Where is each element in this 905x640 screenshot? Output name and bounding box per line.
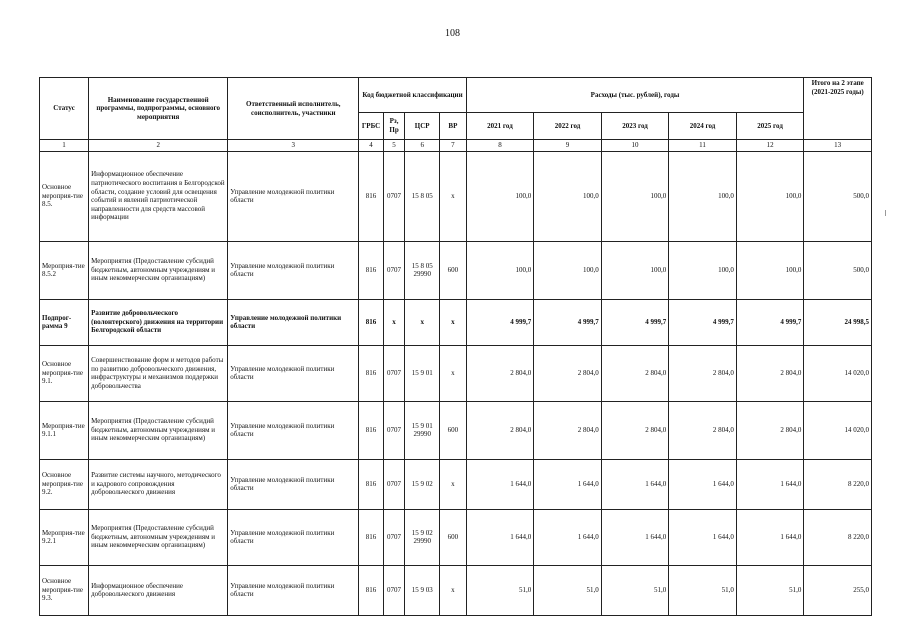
y2023-cell: 1 644,0 bbox=[601, 509, 669, 565]
header-total: Итого на 2 этапе (2021-2025 годы) bbox=[804, 78, 872, 140]
y2025-cell: 1 644,0 bbox=[736, 459, 804, 509]
header-year-2021: 2021 год bbox=[466, 113, 534, 140]
executor-cell: Управление молодежной политики области bbox=[228, 345, 359, 401]
column-number: 1 bbox=[40, 140, 89, 152]
y2025-cell: 2 804,0 bbox=[736, 401, 804, 459]
status-cell: Мероприя-тие 9.1.1 bbox=[40, 401, 89, 459]
column-number: 5 bbox=[383, 140, 404, 152]
rzpr-cell: 0707 bbox=[383, 151, 404, 241]
status-cell: Основное мероприя-тие 9.2. bbox=[40, 459, 89, 509]
y2022-cell: 4 999,7 bbox=[534, 299, 602, 345]
rzpr-cell: 0707 bbox=[383, 401, 404, 459]
name-cell: Совершенствование форм и методов работы по развитию добровольческого движения, инфраструктуры и механизмов поддержки добровольчества bbox=[89, 345, 228, 401]
column-number: 7 bbox=[440, 140, 467, 152]
scan-mark bbox=[885, 210, 886, 216]
header-expenses: Расходы (тыс. рублей), годы bbox=[466, 78, 804, 113]
status-cell: Основное мероприя-тие 8.5. bbox=[40, 151, 89, 241]
header-year-2022: 2022 год bbox=[534, 113, 602, 140]
y2021-cell: 1 644,0 bbox=[466, 459, 534, 509]
rzpr-cell: 0707 bbox=[383, 509, 404, 565]
total-cell: 500,0 bbox=[804, 151, 872, 241]
total-cell: 14 020,0 bbox=[804, 345, 872, 401]
header-row-main bbox=[40, 78, 872, 113]
grbs-cell: 816 bbox=[359, 459, 384, 509]
total-cell: 500,0 bbox=[804, 241, 872, 299]
y2021-cell: 100,0 bbox=[466, 151, 534, 241]
grbs-cell: 816 bbox=[359, 151, 384, 241]
column-number: 6 bbox=[405, 140, 440, 152]
column-number: 13 bbox=[804, 140, 872, 152]
y2022-cell: 1 644,0 bbox=[534, 459, 602, 509]
column-number: 9 bbox=[534, 140, 602, 152]
vr-cell: x bbox=[440, 299, 467, 345]
status-cell: Основное мероприя-тие 9.1. bbox=[40, 345, 89, 401]
y2023-cell: 2 804,0 bbox=[601, 345, 669, 401]
grbs-cell: 816 bbox=[359, 299, 384, 345]
rzpr-cell: x bbox=[383, 299, 404, 345]
table-row bbox=[40, 459, 872, 509]
executor-cell: Управление молодежной политики области bbox=[228, 151, 359, 241]
header-status: Статус bbox=[40, 78, 89, 140]
y2022-cell: 100,0 bbox=[534, 151, 602, 241]
vr-cell: x bbox=[440, 565, 467, 615]
rzpr-cell: 0707 bbox=[383, 241, 404, 299]
header-vr: ВР bbox=[440, 113, 467, 140]
executor-cell: Управление молодежной политики области bbox=[228, 241, 359, 299]
table-row bbox=[40, 565, 872, 615]
executor-cell: Управление молодежной политики области bbox=[228, 299, 359, 345]
grbs-cell: 816 bbox=[359, 241, 384, 299]
vr-cell: 600 bbox=[440, 509, 467, 565]
vr-cell: x bbox=[440, 459, 467, 509]
y2023-cell: 100,0 bbox=[601, 241, 669, 299]
budget-table bbox=[39, 77, 872, 616]
y2025-cell: 2 804,0 bbox=[736, 345, 804, 401]
column-number: 4 bbox=[359, 140, 384, 152]
status-cell: Мероприя-тие 9.2.1 bbox=[40, 509, 89, 565]
table-row bbox=[40, 509, 872, 565]
vr-cell: 600 bbox=[440, 401, 467, 459]
y2024-cell: 1 644,0 bbox=[669, 459, 737, 509]
y2023-cell: 2 804,0 bbox=[601, 401, 669, 459]
y2024-cell: 1 644,0 bbox=[669, 509, 737, 565]
total-cell: 255,0 bbox=[804, 565, 872, 615]
y2024-cell: 4 999,7 bbox=[669, 299, 737, 345]
executor-cell: Управление молодежной политики области bbox=[228, 401, 359, 459]
header-executor: Ответственный исполнитель, соисполнитель, участники bbox=[228, 78, 359, 140]
name-cell: Информационное обеспечение добровольческого движения bbox=[89, 565, 228, 615]
y2024-cell: 100,0 bbox=[669, 241, 737, 299]
y2021-cell: 51,0 bbox=[466, 565, 534, 615]
column-number: 11 bbox=[669, 140, 737, 152]
y2022-cell: 51,0 bbox=[534, 565, 602, 615]
rzpr-cell: 0707 bbox=[383, 345, 404, 401]
csr-cell: 15 9 01 29990 bbox=[405, 401, 440, 459]
csr-cell: 15 9 03 bbox=[405, 565, 440, 615]
y2022-cell: 2 804,0 bbox=[534, 345, 602, 401]
y2025-cell: 1 644,0 bbox=[736, 509, 804, 565]
column-number: 8 bbox=[466, 140, 534, 152]
rzpr-cell: 0707 bbox=[383, 459, 404, 509]
grbs-cell: 816 bbox=[359, 565, 384, 615]
executor-cell: Управление молодежной политики области bbox=[228, 459, 359, 509]
vr-cell: x bbox=[440, 151, 467, 241]
header-year-2023: 2023 год bbox=[601, 113, 669, 140]
y2024-cell: 100,0 bbox=[669, 151, 737, 241]
status-cell: Мероприя-тие 8.5.2 bbox=[40, 241, 89, 299]
header-year-2024: 2024 год bbox=[669, 113, 737, 140]
name-cell: Развитие добровольческого (волонтерского) движения на территории Белгородской области bbox=[89, 299, 228, 345]
name-cell: Мероприятия (Предоставление субсидий бюджетным, автономным учреждениям и иным некоммерческим организациям) bbox=[89, 241, 228, 299]
total-cell: 8 220,0 bbox=[804, 459, 872, 509]
csr-cell: 15 8 05 bbox=[405, 151, 440, 241]
y2024-cell: 51,0 bbox=[669, 565, 737, 615]
y2023-cell: 4 999,7 bbox=[601, 299, 669, 345]
grbs-cell: 816 bbox=[359, 345, 384, 401]
column-number: 10 bbox=[601, 140, 669, 152]
y2021-cell: 2 804,0 bbox=[466, 345, 534, 401]
y2022-cell: 1 644,0 bbox=[534, 509, 602, 565]
table-row bbox=[40, 345, 872, 401]
csr-cell: 15 8 05 29990 bbox=[405, 241, 440, 299]
column-number: 2 bbox=[89, 140, 228, 152]
header-name: Наименование государственной программы, подпрограммы, основного мероприятия bbox=[89, 78, 228, 140]
y2021-cell: 100,0 bbox=[466, 241, 534, 299]
y2024-cell: 2 804,0 bbox=[669, 401, 737, 459]
name-cell: Мероприятия (Предоставление субсидий бюджетным, автономным учреждениям и иным некоммерческим организациям) bbox=[89, 401, 228, 459]
vr-cell: x bbox=[440, 345, 467, 401]
y2025-cell: 51,0 bbox=[736, 565, 804, 615]
y2023-cell: 1 644,0 bbox=[601, 459, 669, 509]
name-cell: Развитие системы научного, методического и кадрового сопровождения добровольческого движения bbox=[89, 459, 228, 509]
y2025-cell: 100,0 bbox=[736, 151, 804, 241]
status-cell: Подпрог-рамма 9 bbox=[40, 299, 89, 345]
header-csr: ЦСР bbox=[405, 113, 440, 140]
csr-cell: 15 9 01 bbox=[405, 345, 440, 401]
csr-cell: 15 9 02 bbox=[405, 459, 440, 509]
total-cell: 14 020,0 bbox=[804, 401, 872, 459]
column-number-row bbox=[40, 140, 872, 152]
table-row bbox=[40, 151, 872, 241]
header-budget-code: Код бюджетной классификации bbox=[359, 78, 466, 113]
y2021-cell: 2 804,0 bbox=[466, 401, 534, 459]
y2023-cell: 51,0 bbox=[601, 565, 669, 615]
table-row bbox=[40, 401, 872, 459]
page-number: 108 bbox=[445, 28, 460, 39]
header-year-2025: 2025 год bbox=[736, 113, 804, 140]
grbs-cell: 816 bbox=[359, 509, 384, 565]
name-cell: Мероприятия (Предоставление субсидий бюджетным, автономным учреждениям и иным некоммерческим организациям) bbox=[89, 509, 228, 565]
table-row bbox=[40, 299, 872, 345]
header-grbs: ГРБС bbox=[359, 113, 384, 140]
column-number: 12 bbox=[736, 140, 804, 152]
y2022-cell: 100,0 bbox=[534, 241, 602, 299]
total-cell: 24 998,5 bbox=[804, 299, 872, 345]
y2025-cell: 4 999,7 bbox=[736, 299, 804, 345]
y2025-cell: 100,0 bbox=[736, 241, 804, 299]
executor-cell: Управление молодежной политики области bbox=[228, 509, 359, 565]
y2022-cell: 2 804,0 bbox=[534, 401, 602, 459]
executor-cell: Управление молодежной политики области bbox=[228, 565, 359, 615]
table-row bbox=[40, 241, 872, 299]
grbs-cell: 816 bbox=[359, 401, 384, 459]
csr-cell: 15 9 02 29990 bbox=[405, 509, 440, 565]
y2024-cell: 2 804,0 bbox=[669, 345, 737, 401]
y2021-cell: 4 999,7 bbox=[466, 299, 534, 345]
total-cell: 8 220,0 bbox=[804, 509, 872, 565]
rzpr-cell: 0707 bbox=[383, 565, 404, 615]
name-cell: Информационное обеспечение патриотического воспитания в Белгородской области, создание условий для освещения событий и явлений патриотической направленности для средств массовой информации bbox=[89, 151, 228, 241]
table-body bbox=[40, 151, 872, 615]
status-cell: Основное мероприя-тие 9.3. bbox=[40, 565, 89, 615]
column-number: 3 bbox=[228, 140, 359, 152]
y2023-cell: 100,0 bbox=[601, 151, 669, 241]
vr-cell: 600 bbox=[440, 241, 467, 299]
header-rzpr: Рз, Пр bbox=[383, 113, 404, 140]
csr-cell: x bbox=[405, 299, 440, 345]
y2021-cell: 1 644,0 bbox=[466, 509, 534, 565]
